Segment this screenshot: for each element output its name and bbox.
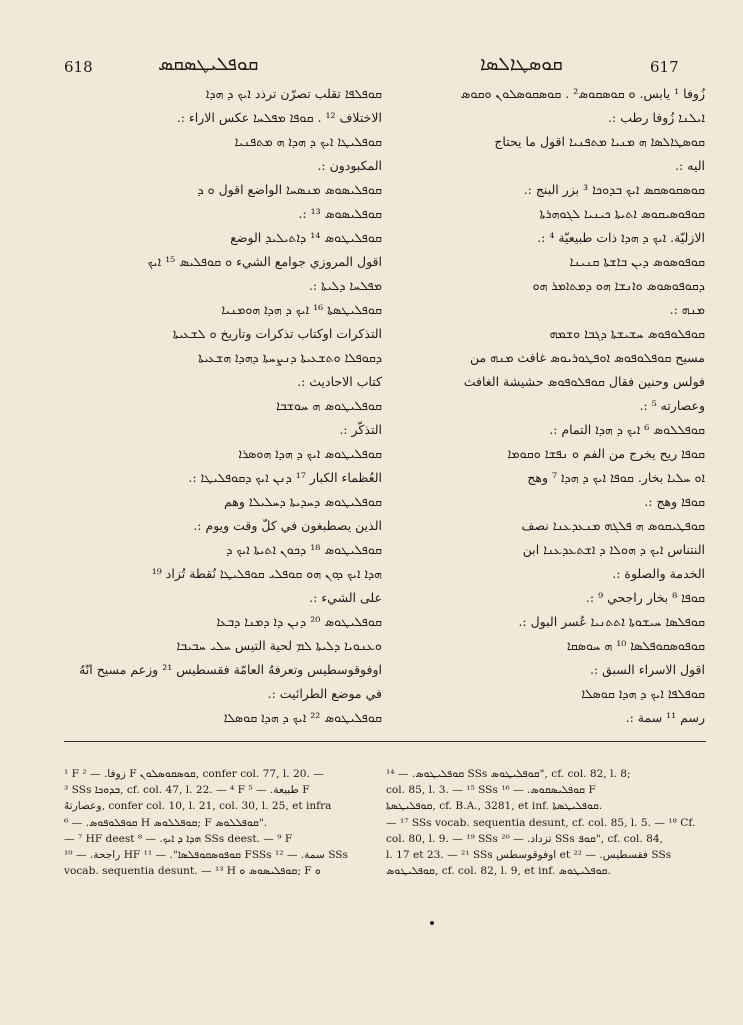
right-column-line: وعصارته ⁵ :. bbox=[639, 398, 705, 413]
left-column-line: التذكرات اوكتاب تذكرات وتاريخ ܘ ܠܫܥܝܬܐ bbox=[172, 326, 382, 341]
right-column-line: ܩܘܦܘܣܝܩܘܣ ܐܬܝܬܐ ܟܝܢܝܐ ܠܓܘܗܪܬܐ bbox=[539, 206, 705, 221]
footnote-line: ܩܘܦܠܘܦܘܣ. — ⁶ H ܩܘܦܠܠܘܣ; F ܩܘܦܠܠܘܣ". bbox=[64, 816, 268, 829]
right-column-line: ܐܝܠܢܐ زُوفا رطب :. bbox=[608, 110, 705, 125]
left-column-line: ܩܘܦܠܝܛܘܣ ܕܚܕܝܬܐ ܕܚܠܝܠܐ وهم bbox=[223, 494, 382, 509]
footnote-line: ³ SSs ܒܕܘܟܐ, cf. col. 47, l. 22. — ⁴ F طبيعة. — ⁵ F bbox=[64, 784, 310, 797]
left-column-line: العُظماء الكبار ¹⁷ ܕܢܢ ܐܝܟ ܕܩܘܦܠܝܛܐ :. bbox=[188, 470, 382, 485]
right-page-number: 617 bbox=[650, 58, 679, 76]
footnote-line: ܩܘܦܠܝܛܘܣ, cf. col. 82, l. 9, et inf. ܩܘܦܠܝܛܘܣ. bbox=[386, 865, 611, 878]
right-column-line: رسم ¹¹ سمة :. bbox=[625, 710, 705, 725]
right-column-line: الازليّة. ܐܝܟ ܕ ܗܕܐ ذات طبيعيّة ⁴ :. bbox=[537, 230, 705, 245]
right-column-line: فولس وحنين فقال ܩܘܦܠܘܦܘܣ حشيشة الغافث bbox=[463, 374, 705, 389]
right-running-head: ܩܘܣܛܐܠܣܐ bbox=[480, 53, 563, 75]
right-column-line: ܡܢܗ :. bbox=[669, 302, 705, 317]
right-column-line: ܩܘܦܘܣܘܣ ܕܝܢ ܒܐܫܬܐ ܩܢܝܢܐ bbox=[569, 254, 705, 269]
right-column-line: ܩܘܦܠܣܐ ܚܝܫܘܬܐ ܐܬܬܢܝܐ عُسر البول :. bbox=[518, 614, 705, 629]
footnotes-right bbox=[386, 766, 704, 879]
footnote-line: وعصارتهُ, confer col. 10, l. 21, col. 30, l. 25, et infra bbox=[64, 800, 332, 813]
left-column-line: التذكّر :. bbox=[339, 422, 382, 437]
footnote-line: راجحة. — ¹⁰ HF ܩܘܦܘܣܩܘܦܠܣܐ". — ¹¹ FSSs سمة. — ¹² SSs bbox=[64, 849, 348, 862]
left-column-line: ܩܘܦܠܝܛܘܣ ²² ܐܝܟ ܕ ܗܕܐ ܩܘܣܠܐ bbox=[223, 710, 382, 725]
right-column-line: ܩܘܦܠܦܐ ܐܝܟ ܕ ܗܕܐ ܩܘܣܠܐ bbox=[581, 686, 705, 701]
left-column bbox=[62, 82, 382, 730]
left-column-line: ܩܘܦܠܝܛܘܣ ²⁰ ܕܢܢ ܕܐ ܕܡܢܐ ܕܒܥܐ bbox=[216, 614, 382, 629]
left-column-line: الاختلاف ¹² . ܩܘܦܐ ܡܦܠܚܐ عكس الاراء :. bbox=[176, 110, 382, 125]
footnote-line: ܩܘܦܠܝܛܣܬܐ, cf. B.A., 3281, et inf. ܩܘܦܠܝܛܣܬܐ. bbox=[386, 800, 603, 813]
right-column-line: ܩܘܦܐ وهج :. bbox=[644, 494, 705, 509]
left-column-line: ܩܘܦܠܝܛܣܬܐ ¹⁶ ܐܝܟ ܕ ܗܕܐ ܗܘܡܢܝܐ bbox=[221, 302, 382, 317]
right-column-line: اقول الاسراء السبق :. bbox=[589, 662, 705, 677]
footnote-line: col. 80, l. 9. — ¹⁹ SSs تزداد. — ²⁰ SSs ܩܘܦ", cf. col. 84, bbox=[386, 832, 663, 845]
left-column-line: على الشيء :. bbox=[309, 590, 382, 605]
footnote-line: vocab. sequentia desunt. — ¹³ H ܩܘܦܠܝܣܘܣ ܘ; F ܘ bbox=[64, 865, 321, 878]
left-column-line: ܩܘܦܠܝܛܘܣ ܗ ܚܘܫܒܐ bbox=[276, 398, 382, 413]
right-column-line: مسيح ܩܘܦܠܘܦܘܣ ܐܘܦܛܘܪܝܘܣ غافث ܡܢܗ من bbox=[470, 350, 705, 365]
footnote-line: — ⁷ HF deest ܗܕܐ ܕ ܐܝܟ. — ⁸ SSs deest. — ⁹ F bbox=[64, 832, 293, 845]
right-column-line: ܩܘܦܛܝܩܘܣ ܗ ܦܠܓܗ ܡܢܥܕܥܢܐ نصف bbox=[521, 518, 705, 533]
left-page-number: 618 bbox=[64, 58, 93, 76]
right-column-line: ܩܘܦܠܠܘܣ ⁶ ܐܝܟ ܕ ܗܕܐ التمام :. bbox=[549, 422, 705, 437]
right-column-line: ܩܘܦܐ ريح يخرج من الفم ܘ ܢܦܫܐ ܘܩܘܡܐ bbox=[507, 446, 705, 461]
left-column-line: ܡܦܠܚܐ ܕܠܝܬܐ :. bbox=[308, 278, 382, 293]
footnotes-left bbox=[64, 766, 382, 879]
footnote-line: ¹ F زوفا. — ² F ܩܘܣܩܘܣܠܘܢ, confer col. 77, l. 20. — bbox=[64, 768, 324, 780]
left-column-line: في موضع الطرائيت :. bbox=[267, 686, 382, 701]
left-column-line: اوفوقوسطيس وتعرفهُ العامّة فقسطيس ²¹ وزعم مسيح انّهُ bbox=[79, 662, 382, 677]
footnote-line: col. 85, l. 3. — ¹⁵ SSs ܩܘܦܠܝܣܩܘܣ. — ¹⁶ F bbox=[386, 784, 596, 797]
right-column-line: زُوفا ¹ يابس. ܘ ܩܘܣܩܘܣ² . ܩܘܣܩܘܣܠܘܢ ܘܩܘܣ bbox=[460, 86, 705, 101]
page-dot bbox=[430, 921, 434, 925]
left-column-line: ܩܘܦܠܝܣܘܣ ¹³ :. bbox=[298, 206, 382, 221]
right-column-line: ܩܘܣܛܐܠܣܐ ܗ ܡܢܝܐ ܡܬܦܢܝܐ اقول ما يحتاج bbox=[494, 134, 705, 149]
left-running-head: ܩܘܦܠܝܛܣܩܣ bbox=[158, 53, 259, 75]
footnote-line: l. 17 et 23. — ²¹ SSs اوفوقوسطس et فقسطيس. — ²² SSs bbox=[386, 849, 672, 862]
right-column-line: ܕܩܘܦܘܣܘܣ ܘܐܢܫܐ ܗܘ ܕܡܬܐܡܪ ܗܘ bbox=[532, 278, 705, 293]
right-column-line: ܩܘܣܩܘܣܩܣ ܐܝܟ ܒܕܘܟܐ ³ بزر البنج :. bbox=[523, 182, 705, 197]
left-column-line: ܩܘܦܠܝܣܘܣ ܡܢܣܚܐ الواضع اقول ܘ ܕ bbox=[197, 182, 382, 197]
left-column-line: الذين يصطبغون في كلّ وقت ويوم :. bbox=[193, 518, 382, 533]
left-column-line: ܗܕܐ ܐܝܟ ܕܘܢ ܗܘ ܩܘܦܠܝ ܩܘܦܠܝܛܐ نُقطة تُزاد ¹⁹ bbox=[151, 566, 382, 581]
left-column-line: ܩܘܦܠܝܛܐ ܐܝܟ ܕ ܗܕܐ ܗ ܡܬܦܢܝܐ bbox=[234, 134, 382, 149]
left-column-line: المكبودون :. bbox=[317, 158, 382, 173]
right-column bbox=[385, 82, 705, 730]
footnote-rule bbox=[64, 741, 706, 742]
left-column-line: ܩܘܦܠܝܛܘܣ ¹⁴ ܕܐܬܝܠܝܕ الوضع bbox=[230, 230, 382, 245]
right-column-line: ܩܘܦܐ ⁸ بخار راجحي ⁹ :. bbox=[585, 590, 705, 605]
left-column-line: ܕܩܘܦܠܐ ܘܬܫܥܝܬܐ ܕܢܨܚܬܐ ܕܗܕܐ ܗܫܥܝܬܐ bbox=[198, 350, 382, 365]
left-column-line: ܩܘܦܠܝܛܘܣ ¹⁸ ܕܟܘܢ ܐܬܝܬܐ ܐܝܟ ܕ bbox=[226, 542, 382, 557]
right-column-line: ܩܘܦܠܘܦܘܣ ܚܫܝܫܬܐ ܕܓܒܐ ܘܫܡܗ bbox=[549, 326, 705, 341]
left-column-line: ܘܥܢܘܝܐ ܕܠܝܬܐ ܠܡ لحية التيس ܚܠܝ ܚܒܝܒܐ bbox=[176, 638, 382, 653]
right-column-line: ܩܘܦܘܣܩܘܦܠܣܐ ¹⁰ ܗ ܚܘܣܩܐ bbox=[566, 638, 705, 653]
right-column-line: ܐܘ ܚܠܝܐ بخار. ܩܘܦܐ ܐܝܟ ܕ ܗܕܐ ⁷ وهج bbox=[527, 470, 705, 485]
right-column-line: الخدمة والصلوة :. bbox=[612, 566, 705, 581]
left-column-line: ܩܘܦܠܝܛܘܣ ܐܝܟ ܕ ܗܕܐ ܗܘܣܪܐ bbox=[238, 446, 382, 461]
footnote-line: ܩܘܦܠܝܛܘܣ. — ¹⁴ SSs ܩܘܦܠܝܛܘܣ", cf. col. 82, l. 8; bbox=[386, 768, 631, 780]
right-column-line: اليه :. bbox=[675, 158, 705, 173]
left-column-line: اقول المروزي جوامع الشيء ܘ ܩܘܦܠܝܣ ¹⁵ ܐܝܟ bbox=[147, 254, 382, 269]
left-column-line: كتاب الاحاديث :. bbox=[297, 374, 382, 389]
footnote-line: — ¹⁷ SSs vocab. sequentia desunt, cf. col. 85, l. 5. — ¹⁸ Cf. bbox=[386, 816, 696, 829]
left-column-line: ܩܘܦܠܦܐ تقلب تصرّن ترذد ܐܝܟ ܕ ܗܕܐ bbox=[205, 86, 382, 101]
right-column-line: النتناس ܐܝܟ ܕ ܗܘܠܐ ܕ ܐܫܬܥܕܥܢܐ ابن bbox=[522, 542, 705, 557]
